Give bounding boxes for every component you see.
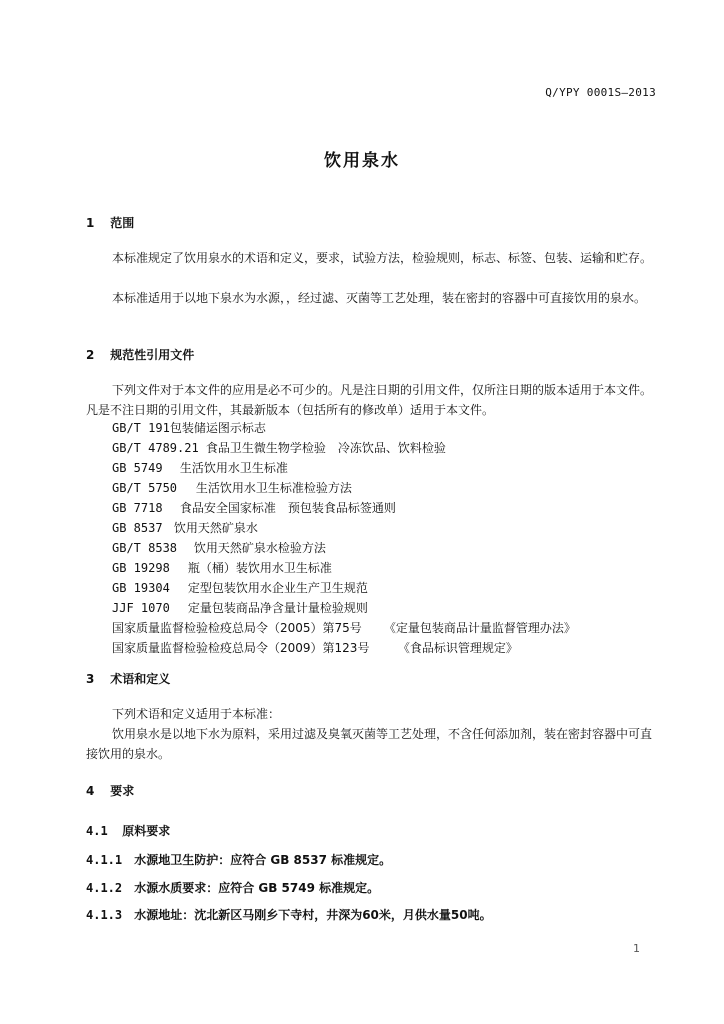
reference-code: 国家质量监督检验检疫总局令（2005）第75号 <box>112 621 362 635</box>
reference-title: 定型包装饮用水企业生产卫生规范 <box>187 581 368 595</box>
reference-code: GB 8537 <box>112 521 163 535</box>
reference-code: GB 7718 <box>112 501 163 515</box>
reference-code: JJF 1070 <box>112 601 170 615</box>
normative-refs-intro: 下列文件对于本文件的应用是必不可少的。凡是注日期的引用文件，仅所注日期的版本适用于本文件。凡是不注日期的引用文件，其最新版本（包括所有的修改单）适用于本文件。 <box>86 383 653 417</box>
section-title: 术语和定义 <box>110 672 171 686</box>
reference-title: 包装储运图示标志 <box>169 421 266 435</box>
section-number: 2 <box>86 348 95 362</box>
subsection-4-1-1 <box>86 851 391 868</box>
terms-paragraph-1: 下列术语和定义适用于本标准： <box>112 707 281 721</box>
scope-paragraph-2: 本标准适用于以地下泉水为水源，，经过滤、灭菌等工艺处理，装在密封的容器中可直接饮用的泉水。 <box>112 291 647 305</box>
reference-item <box>112 418 576 438</box>
reference-item <box>112 618 576 638</box>
reference-item <box>112 458 576 478</box>
reference-item <box>112 478 576 498</box>
reference-item <box>112 518 576 538</box>
reference-title: 饮用天然矿泉水 <box>173 521 258 535</box>
subsection-4-1-2 <box>86 879 379 896</box>
reference-title: 生活饮用水卫生标准检验方法 <box>195 481 352 495</box>
section-4-heading <box>86 782 134 799</box>
reference-title: 饮用天然矿泉水检验方法 <box>193 541 326 555</box>
section-number: 3 <box>86 672 95 686</box>
reference-code: GB/T 5750 <box>112 481 178 495</box>
document-title: 饮用泉水 <box>324 151 400 171</box>
reference-item <box>112 598 576 618</box>
reference-title: 定量包装商品净含量计量检验规则 <box>187 601 368 615</box>
section-3-heading <box>86 670 170 687</box>
section-title: 要求 <box>110 784 135 798</box>
subsection-number: 4.1 <box>86 824 108 838</box>
subsection-number: 4.1.1 <box>86 853 123 867</box>
reference-title: 生活饮用水卫生标准 <box>179 461 288 475</box>
reference-item <box>112 498 576 518</box>
reference-item <box>112 578 576 598</box>
subsection-text: 水源地卫生防护：应符合 GB 8537 标准规定。 <box>134 853 392 867</box>
reference-item <box>112 558 576 578</box>
subsection-number: 4.1.2 <box>86 881 123 895</box>
reference-title: 瓶（桶）装饮用水卫生标准 <box>187 561 332 575</box>
section-title: 范围 <box>110 216 135 230</box>
reference-title: 食品安全国家标准 预包装食品标签通则 <box>179 501 396 515</box>
section-2-heading <box>86 346 194 363</box>
document-code: Q/YPY 0001S—2013 <box>545 86 656 99</box>
section-1-heading <box>86 214 134 231</box>
reference-item <box>112 638 576 658</box>
section-number: 1 <box>86 216 95 230</box>
reference-code: GB 19298 <box>112 561 170 575</box>
reference-code: GB/T 4789.21 <box>112 441 199 455</box>
reference-item <box>112 438 576 458</box>
reference-code: GB 19304 <box>112 581 170 595</box>
reference-list <box>112 418 576 658</box>
page-number: 1 <box>633 942 640 955</box>
reference-title: 《食品标识管理规定》 <box>397 641 518 655</box>
section-number: 4 <box>86 784 95 798</box>
reference-code: GB/T 191 <box>112 421 170 435</box>
subsection-number: 4.1.3 <box>86 908 123 922</box>
subsection-title: 原料要求 <box>122 824 171 838</box>
reference-code: 国家质量监督检验检疫总局令（2009）第123号 <box>112 641 370 655</box>
reference-code: GB 5749 <box>112 461 163 475</box>
subsection-text: 水源地址：沈北新区马刚乡下寺村，井深为60米，月供水量50吨。 <box>134 908 492 922</box>
subsection-text: 水源水质要求：应符合 GB 5749 标准规定。 <box>134 881 380 895</box>
reference-item <box>112 538 576 558</box>
scope-paragraph-1: 本标准规定了饮用泉水的术语和定义，要求，试验方法，检验规则，标志、标签、包装、运输和贮存。 <box>112 251 653 265</box>
section-title: 规范性引用文件 <box>110 348 195 362</box>
reference-code: GB/T 8538 <box>112 541 178 555</box>
subsection-4-1-3 <box>86 906 492 923</box>
reference-title: 《定量包装商品计量监督管理办法》 <box>383 621 576 635</box>
reference-title: 食品卫生微生物学检验 冷冻饮品、饮料检验 <box>205 441 446 455</box>
subsection-4-1 <box>86 822 170 839</box>
terms-paragraph-2: 饮用泉水是以地下水为原料，采用过滤及臭氧灭菌等工艺处理，不含任何添加剂，装在密封容器中可直接饮用的泉水。 <box>86 727 653 761</box>
